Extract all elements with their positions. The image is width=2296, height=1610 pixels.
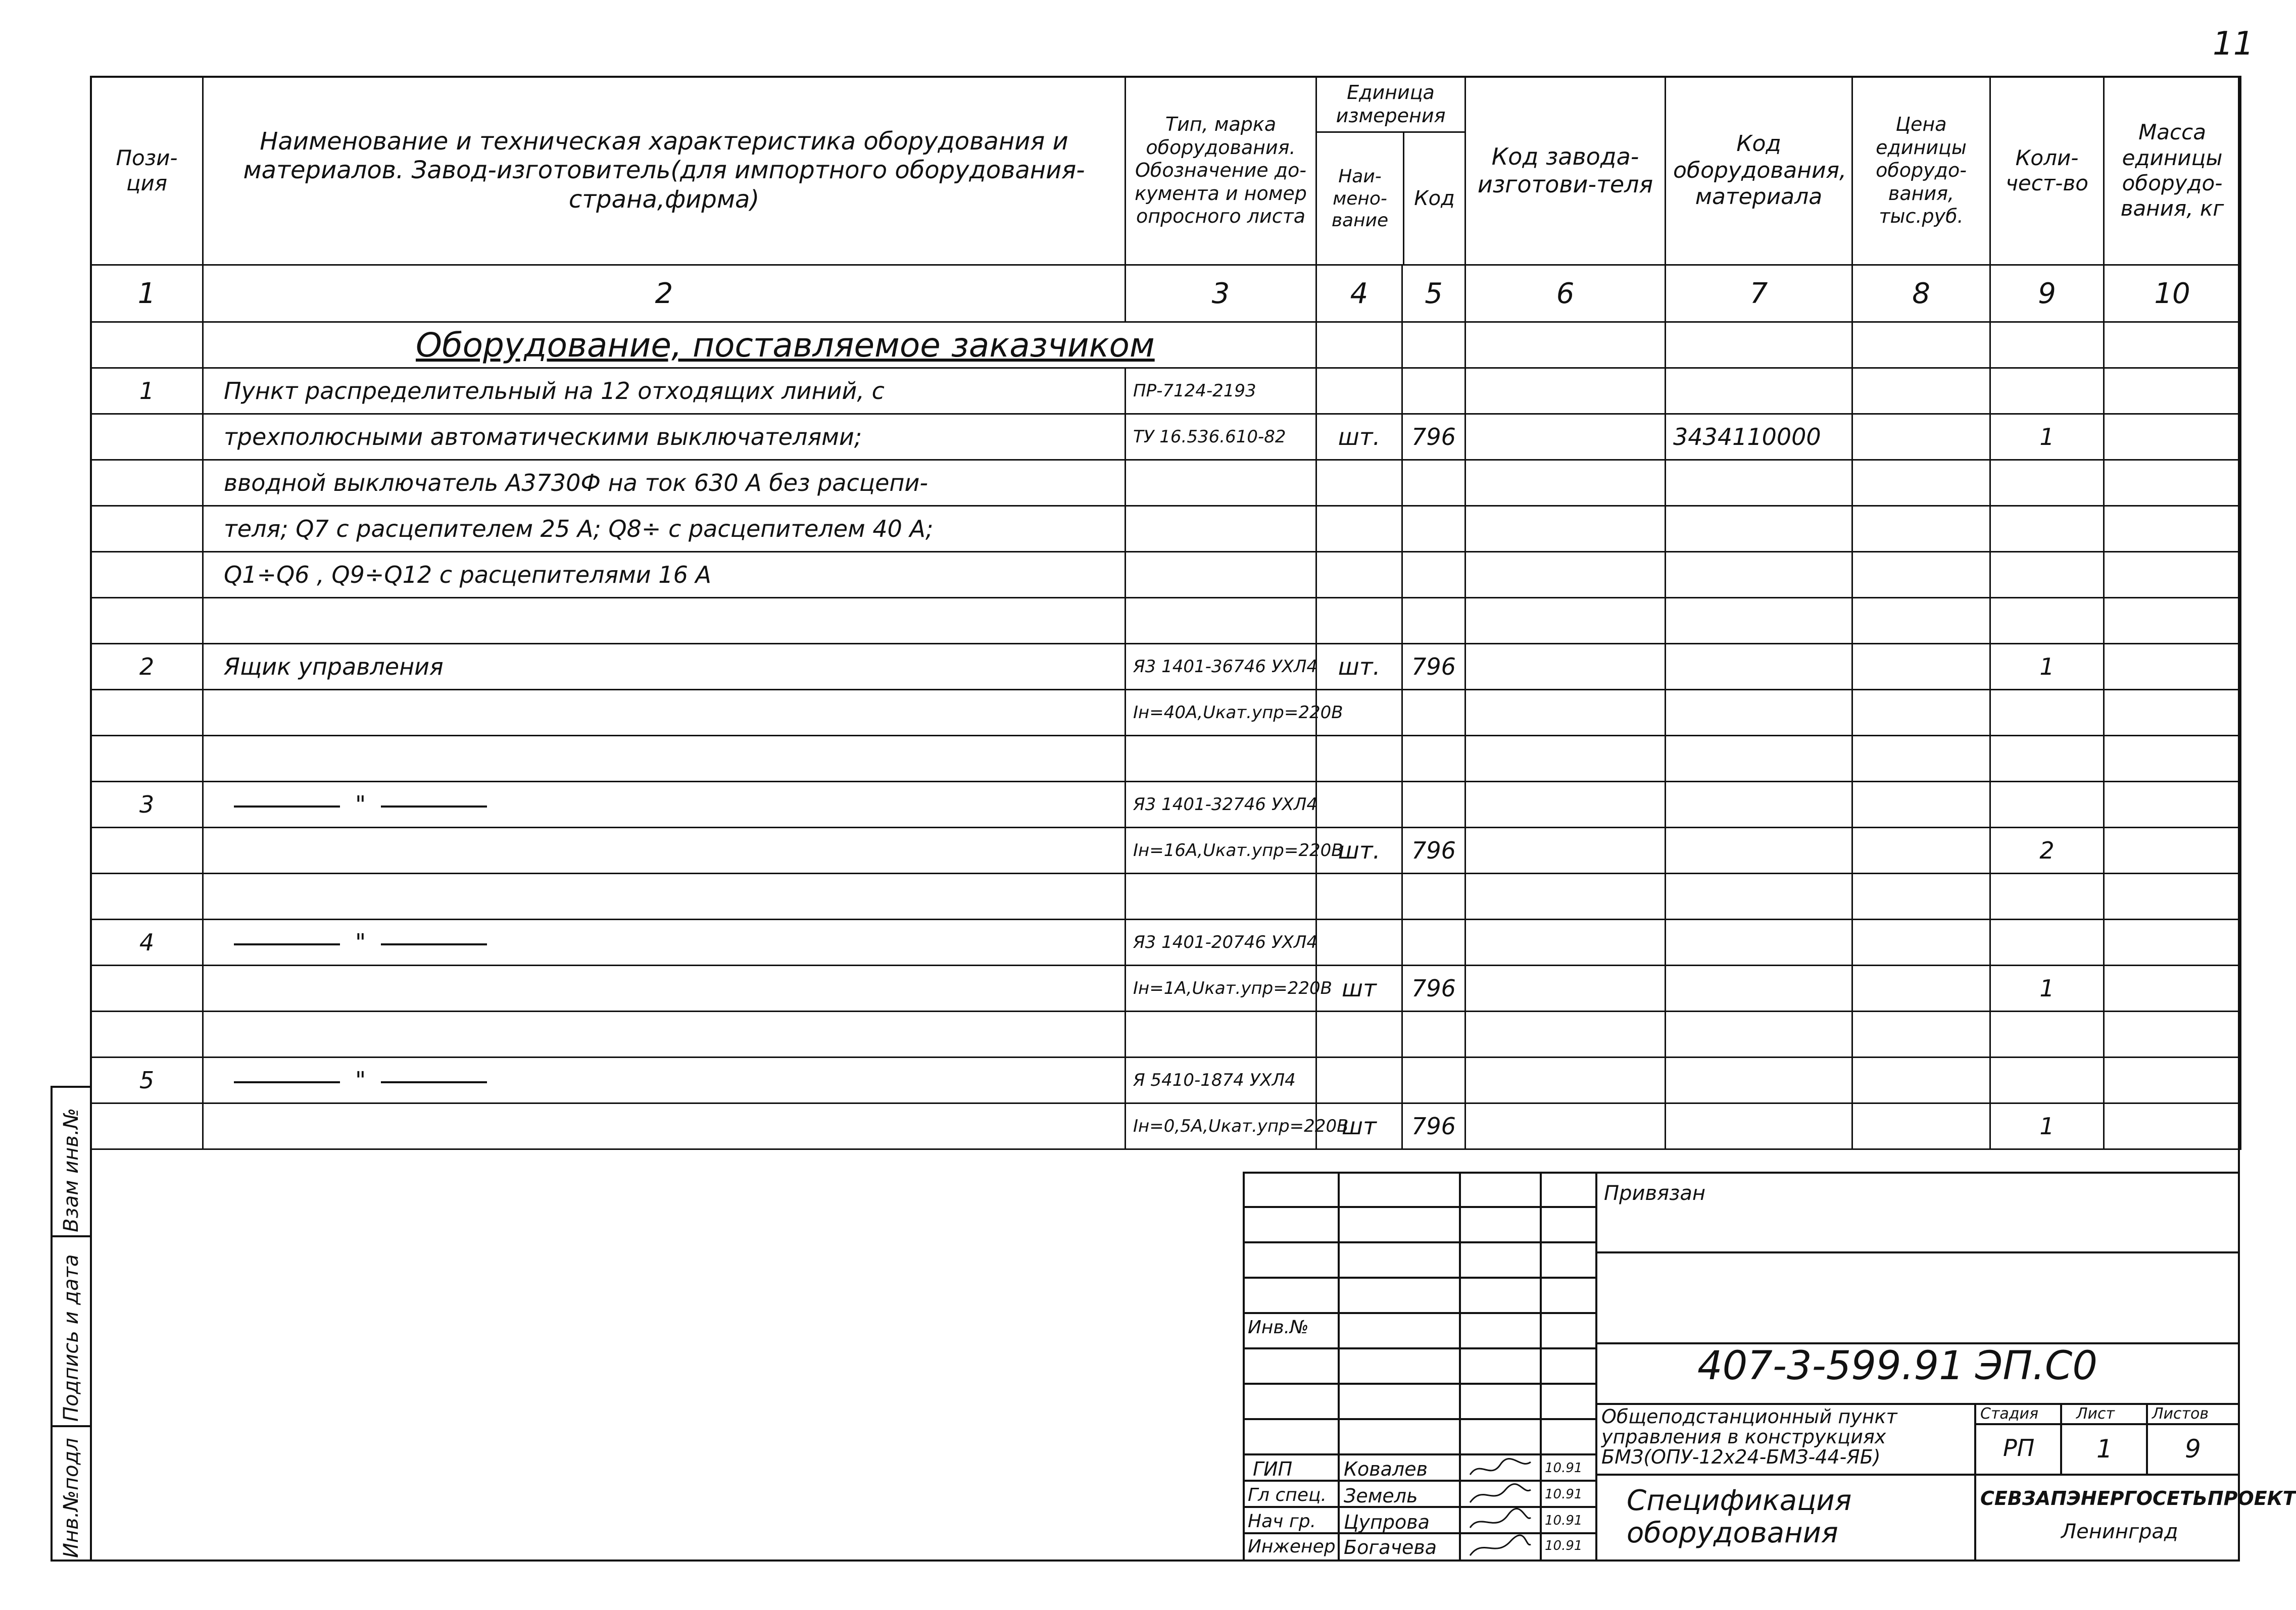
header-type: Тип, марка оборудования. Обозначение до-кумента и номер опросного листа <box>1126 77 1316 265</box>
signer-name: Ковалев <box>1344 1458 1428 1480</box>
row-plant-code <box>1465 1103 1666 1149</box>
row-unit-code: 796 <box>1402 828 1465 874</box>
row-plant-code <box>1465 966 1666 1012</box>
row-type: Я3 1401-32746 УХЛ4 <box>1126 782 1316 828</box>
column-number: 3 <box>1126 265 1316 322</box>
row-mass <box>2104 506 2241 552</box>
row-unit-name <box>1316 598 1402 644</box>
row-price <box>1852 598 1990 644</box>
row-plant-code <box>1465 920 1666 966</box>
row-material-code <box>1666 368 1852 414</box>
column-number: 7 <box>1666 265 1852 322</box>
header-position: Пози-ция <box>91 77 203 265</box>
row-quantity <box>1990 874 2104 920</box>
row-material-code <box>1666 1103 1852 1149</box>
object-title: Общеподстанционный пункт управления в конструкциях БМЗ(ОПУ-12х24-БМЗ-44-ЯБ) <box>1601 1405 1897 1468</box>
table-row <box>91 506 2241 552</box>
side-stamp-vzam-label: Взам инв.№ <box>60 1108 83 1232</box>
side-stamp-inv-label: Инв.№подл <box>60 1438 83 1558</box>
row-material-code <box>1666 598 1852 644</box>
document-number: 407-3-599.91 <box>1697 1343 1964 1389</box>
row-unit-name: шт <box>1316 966 1402 1012</box>
table-row <box>91 644 2241 690</box>
section-title: Оборудование, поставляемое заказчиком <box>203 322 1316 368</box>
header-units <box>1316 77 1465 265</box>
row-name <box>203 828 1126 874</box>
row-mass <box>2104 598 2241 644</box>
header-material-code: Код оборудования, материала <box>1666 77 1852 265</box>
row-material-code <box>1666 828 1852 874</box>
row-quantity: 1 <box>1990 1103 2104 1149</box>
row-position: 1 <box>91 368 203 414</box>
row-plant-code <box>1465 1012 1666 1058</box>
row-unit-code <box>1402 1058 1465 1103</box>
row-plant-code <box>1465 690 1666 736</box>
row-material-code <box>1666 644 1852 690</box>
row-mass <box>2104 1103 2241 1149</box>
row-plant-code <box>1465 598 1666 644</box>
row-plant-code <box>1465 644 1666 690</box>
table-row <box>91 1058 2241 1103</box>
column-number: 2 <box>203 265 1126 322</box>
column-number-row <box>91 265 2241 322</box>
row-mass <box>2104 368 2241 414</box>
table-row <box>91 782 2241 828</box>
ditto-mark: " <box>355 929 366 956</box>
row-unit-name <box>1316 552 1402 598</box>
row-unit-name: шт. <box>1316 644 1402 690</box>
header-row <box>91 77 2241 265</box>
row-plant-code <box>1465 460 1666 506</box>
row-unit-name: шт. <box>1316 414 1402 460</box>
row-name <box>203 874 1126 920</box>
signer-name: Богачева <box>1344 1536 1437 1558</box>
row-price <box>1852 1103 1990 1149</box>
row-type: Я3 1401-36746 УХЛ4 <box>1126 644 1316 690</box>
row-price <box>1852 828 1990 874</box>
row-name <box>203 782 1126 828</box>
row-unit-code <box>1402 598 1465 644</box>
row-price <box>1852 552 1990 598</box>
sheet-value: 1 <box>2096 1434 2113 1464</box>
row-unit-name: шт <box>1316 1103 1402 1149</box>
row-mass <box>2104 414 2241 460</box>
row-material-code <box>1666 966 1852 1012</box>
row-material-code <box>1666 1058 1852 1103</box>
row-price <box>1852 874 1990 920</box>
ditto-line <box>234 943 340 945</box>
signer-role: Инженер <box>1248 1536 1336 1557</box>
row-unit-code <box>1402 736 1465 782</box>
row-quantity: 1 <box>1990 966 2104 1012</box>
row-quantity <box>1990 1058 2104 1103</box>
row-type <box>1126 460 1316 506</box>
row-quantity <box>1990 552 2104 598</box>
row-position <box>91 460 203 506</box>
row-name <box>203 1058 1126 1103</box>
ditto-line <box>234 806 340 808</box>
table-row <box>91 966 2241 1012</box>
row-unit-code: 796 <box>1402 644 1465 690</box>
row-unit-code <box>1402 368 1465 414</box>
row-unit-name <box>1316 506 1402 552</box>
row-unit-name <box>1316 1012 1402 1058</box>
row-mass <box>2104 782 2241 828</box>
row-price <box>1852 920 1990 966</box>
row-price <box>1852 736 1990 782</box>
signer-role: Гл спец. <box>1248 1485 1327 1505</box>
row-name <box>203 736 1126 782</box>
signer-name: Цупрова <box>1344 1511 1430 1533</box>
signer-name: Земель <box>1344 1485 1418 1507</box>
row-plant-code <box>1465 874 1666 920</box>
table-row <box>91 736 2241 782</box>
row-quantity: 1 <box>1990 414 2104 460</box>
row-mass <box>2104 644 2241 690</box>
row-plant-code <box>1465 552 1666 598</box>
row-unit-code <box>1402 1012 1465 1058</box>
row-type: Iн=1А,Uкат.упр=220В <box>1126 966 1316 1012</box>
signer-date: 10.91 <box>1545 1538 1583 1553</box>
row-name: Q1÷Q6 , Q9÷Q12 с расцепителями 16 А <box>203 552 1126 598</box>
row-quantity: 1 <box>1990 644 2104 690</box>
row-type: Iн=40А,Uкат.упр=220В <box>1126 690 1316 736</box>
row-unit-name <box>1316 782 1402 828</box>
row-plant-code <box>1465 736 1666 782</box>
specification-table <box>90 76 2241 1150</box>
row-price <box>1852 414 1990 460</box>
row-position <box>91 1103 203 1149</box>
row-quantity <box>1990 368 2104 414</box>
row-quantity: 2 <box>1990 828 2104 874</box>
table-row <box>91 920 2241 966</box>
row-position <box>91 736 203 782</box>
row-unit-code: 796 <box>1402 414 1465 460</box>
row-material-code <box>1666 506 1852 552</box>
table-row <box>91 690 2241 736</box>
row-unit-code <box>1402 460 1465 506</box>
row-type: Я3 1401-20746 УХЛ4 <box>1126 920 1316 966</box>
row-quantity <box>1990 1012 2104 1058</box>
row-unit-code: 796 <box>1402 966 1465 1012</box>
row-mass <box>2104 736 2241 782</box>
row-material-code <box>1666 920 1852 966</box>
row-position <box>91 598 203 644</box>
row-name <box>203 690 1126 736</box>
row-price <box>1852 690 1990 736</box>
row-unit-code <box>1402 506 1465 552</box>
signer-date: 10.91 <box>1545 1487 1583 1502</box>
row-name <box>203 966 1126 1012</box>
column-number: 5 <box>1402 265 1465 322</box>
section-row <box>91 322 2241 368</box>
row-quantity <box>1990 460 2104 506</box>
table-row <box>91 460 2241 506</box>
row-unit-code <box>1402 920 1465 966</box>
column-number: 8 <box>1852 265 1990 322</box>
row-type: Iн=0,5А,Uкат.упр=220В <box>1126 1103 1316 1149</box>
ditto-line <box>234 1081 340 1083</box>
header-name: Наименование и техническая характеристика оборудования и материалов. Завод-изготовитель(для импортного оборудования-страна,фирма) <box>203 77 1126 265</box>
specification-rows <box>91 368 2241 1149</box>
row-name: Пункт распределительный на 12 отходящих линий, с <box>203 368 1126 414</box>
sheets-value: 9 <box>2185 1434 2201 1464</box>
row-name <box>203 1103 1126 1149</box>
row-unit-name <box>1316 1058 1402 1103</box>
column-number: 6 <box>1465 265 1666 322</box>
table-row <box>91 552 2241 598</box>
row-unit-name <box>1316 874 1402 920</box>
row-mass <box>2104 552 2241 598</box>
row-type <box>1126 736 1316 782</box>
row-price <box>1852 644 1990 690</box>
row-mass <box>2104 460 2241 506</box>
ditto-line <box>381 1081 487 1083</box>
row-position <box>91 690 203 736</box>
organization: СЕВЗАПЭНЕРГОСЕТЬПРОЕКТ <box>1980 1487 2296 1510</box>
header-quantity: Коли-чест-во <box>1990 77 2104 265</box>
signer-date: 10.91 <box>1545 1461 1583 1476</box>
row-type: ПР-7124-2193 <box>1126 368 1316 414</box>
city: Ленинград <box>2061 1520 2178 1543</box>
sheet-label: Лист <box>2076 1405 2115 1423</box>
row-position <box>91 414 203 460</box>
row-type <box>1126 506 1316 552</box>
row-quantity <box>1990 920 2104 966</box>
row-mass <box>2104 1058 2241 1103</box>
stage-value: РП <box>2003 1434 2035 1462</box>
row-mass <box>2104 1012 2241 1058</box>
column-number: 4 <box>1316 265 1402 322</box>
row-price <box>1852 368 1990 414</box>
row-type <box>1126 598 1316 644</box>
row-quantity <box>1990 506 2104 552</box>
row-quantity <box>1990 690 2104 736</box>
sheets-label: Листов <box>2152 1405 2209 1423</box>
header-mass: Масса единицы оборудо-вания, кг <box>2104 77 2241 265</box>
signature-marks <box>1465 1454 1536 1562</box>
row-unit-code <box>1402 690 1465 736</box>
row-plant-code <box>1465 414 1666 460</box>
table-row <box>91 874 2241 920</box>
row-position: 4 <box>91 920 203 966</box>
row-plant-code <box>1465 1058 1666 1103</box>
row-plant-code <box>1465 506 1666 552</box>
table-row <box>91 414 2241 460</box>
table-row <box>91 1103 2241 1149</box>
column-number: 1 <box>91 265 203 322</box>
row-material-code <box>1666 552 1852 598</box>
title-block <box>1243 1172 2296 1562</box>
row-unit-name <box>1316 368 1402 414</box>
signer-role: ГИП <box>1253 1458 1293 1480</box>
table-row <box>91 828 2241 874</box>
row-unit-code <box>1402 552 1465 598</box>
page-number: 11 <box>2213 25 2254 63</box>
row-name: вводной выключатель А3730Ф на ток 630 А без расцепи- <box>203 460 1126 506</box>
table-row <box>91 598 2241 644</box>
row-plant-code <box>1465 828 1666 874</box>
row-material-code <box>1666 460 1852 506</box>
row-position <box>91 828 203 874</box>
row-type <box>1126 874 1316 920</box>
row-unit-code: 796 <box>1402 1103 1465 1149</box>
row-price <box>1852 1012 1990 1058</box>
ditto-mark: " <box>355 791 366 818</box>
row-plant-code <box>1465 782 1666 828</box>
row-unit-name: шт. <box>1316 828 1402 874</box>
header-unit-code: Код <box>1414 187 1455 211</box>
row-mass <box>2104 966 2241 1012</box>
row-unit-code <box>1402 874 1465 920</box>
header-units-group: Единица измерения <box>1317 77 1464 133</box>
table-row <box>91 1012 2241 1058</box>
row-position: 3 <box>91 782 203 828</box>
row-mass <box>2104 920 2241 966</box>
header-plant-code: Код завода-изготови-теля <box>1465 77 1666 265</box>
row-name: теля; Q7 с расцепителем 25 А; Q8÷ с расцепителем 40 А; <box>203 506 1126 552</box>
row-unit-name <box>1316 920 1402 966</box>
row-material-code <box>1666 690 1852 736</box>
row-name <box>203 920 1126 966</box>
row-material-code: 3434110000 <box>1666 414 1852 460</box>
row-type: Iн=16А,Uкат.упр=220В <box>1126 828 1316 874</box>
row-price <box>1852 460 1990 506</box>
row-mass <box>2104 690 2241 736</box>
row-type <box>1126 552 1316 598</box>
row-type: Я 5410-1874 УХЛ4 <box>1126 1058 1316 1103</box>
inv-no-label: Инв.№ <box>1248 1317 1309 1338</box>
stage-label: Стадия <box>1980 1405 2039 1423</box>
row-quantity <box>1990 598 2104 644</box>
row-material-code <box>1666 874 1852 920</box>
row-plant-code <box>1465 368 1666 414</box>
row-position <box>91 506 203 552</box>
row-position: 5 <box>91 1058 203 1103</box>
row-position <box>91 874 203 920</box>
header-unit-name: Наи-мено-вание <box>1317 133 1404 264</box>
row-position <box>91 1012 203 1058</box>
row-position <box>91 552 203 598</box>
row-material-code <box>1666 736 1852 782</box>
row-position: 2 <box>91 644 203 690</box>
document-code: ЭП.С0 <box>1975 1343 2097 1389</box>
header-price: Цена единицы оборудо-вания, тыс.руб. <box>1852 77 1990 265</box>
column-number: 9 <box>1990 265 2104 322</box>
row-price <box>1852 782 1990 828</box>
row-name: Ящик управления <box>203 644 1126 690</box>
row-price <box>1852 506 1990 552</box>
ditto-line <box>381 943 487 945</box>
row-quantity <box>1990 782 2104 828</box>
row-type: ТУ 16.536.610-82 <box>1126 414 1316 460</box>
row-mass <box>2104 874 2241 920</box>
row-position <box>91 966 203 1012</box>
row-unit-name <box>1316 460 1402 506</box>
signer-role: Нач гр. <box>1248 1511 1316 1532</box>
row-unit-name <box>1316 736 1402 782</box>
row-unit-code <box>1402 782 1465 828</box>
row-name: трехполюсными автоматическими выключателями; <box>203 414 1126 460</box>
sheet-title: Спецификация оборудования <box>1627 1484 1852 1550</box>
row-name <box>203 598 1126 644</box>
row-type <box>1126 1012 1316 1058</box>
ditto-line <box>381 806 487 808</box>
row-mass <box>2104 828 2241 874</box>
side-stamp-podpis-label: Подпись и дата <box>60 1254 83 1422</box>
signer-date: 10.91 <box>1545 1513 1583 1528</box>
privyazan-label: Привязан <box>1604 1182 1706 1205</box>
row-material-code <box>1666 1012 1852 1058</box>
table-row <box>91 368 2241 414</box>
column-number: 10 <box>2104 265 2241 322</box>
row-material-code <box>1666 782 1852 828</box>
row-price <box>1852 1058 1990 1103</box>
ditto-mark: " <box>355 1067 366 1094</box>
row-price <box>1852 966 1990 1012</box>
row-quantity <box>1990 736 2104 782</box>
row-name <box>203 1012 1126 1058</box>
